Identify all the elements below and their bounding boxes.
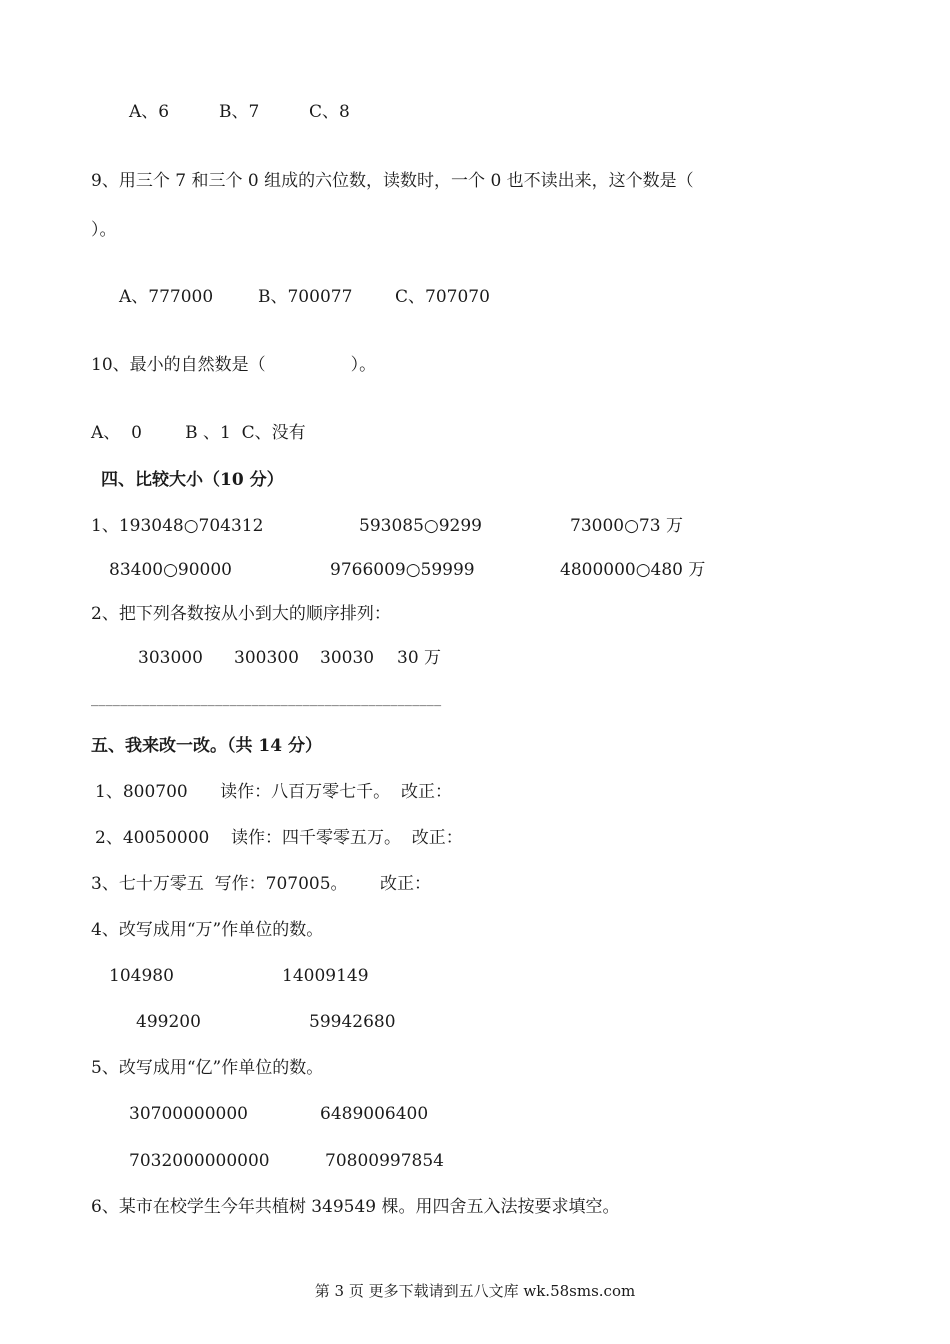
compare-1b: 593085○9299 <box>359 516 482 536</box>
order-num-2: 300300 <box>234 648 299 668</box>
rounding-question: 6、某市在校学生今年共植树 349549 棵。用四舍五入法按要求填空。 <box>91 1197 620 1217</box>
wan-num-2: 14009149 <box>282 966 369 986</box>
yi-num-2: 6489006400 <box>320 1104 429 1124</box>
section4-title: 四、比较大小（10 分） <box>101 470 284 490</box>
yi-num-3: 7032000000000 <box>129 1151 270 1171</box>
compare-1a: 1、193048○704312 <box>91 516 264 536</box>
q9-option-b: B、700077 <box>258 287 353 307</box>
q8-option-b: B、7 <box>219 102 260 122</box>
correct-item-3: 3、七十万零五 写作：707005。 改正： <box>91 874 431 894</box>
order-num-4: 30 万 <box>397 648 442 668</box>
order-num-1: 303000 <box>138 648 203 668</box>
yi-num-1: 30700000000 <box>129 1104 248 1124</box>
q9-question: 9、用三个 7 和三个 0 组成的六位数，读数时，一个 0 也不读出来，这个数是（ <box>91 171 694 191</box>
section5-title: 五、我来改一改。（共 14 分） <box>91 736 322 756</box>
wan-num-3: 499200 <box>136 1012 201 1032</box>
q10-options: A、 0 B 、1 C、没有 <box>91 423 306 443</box>
q9-question-cont: ）。 <box>91 220 117 240</box>
correct-item-2: 2、40050000 读作：四千零零五万。 改正： <box>95 828 463 848</box>
q9-option-a: A、777000 <box>119 287 214 307</box>
rewrite-wan-instruction: 4、改写成用“万”作单位的数。 <box>91 920 324 940</box>
order-num-3: 30030 <box>320 648 375 668</box>
compare-1e: 9766009○59999 <box>330 560 475 580</box>
compare-1f: 4800000○480 万 <box>560 560 706 580</box>
q8-option-c: C、8 <box>309 102 350 122</box>
compare-1c: 73000○73 万 <box>570 516 683 536</box>
answer-line: ________________________________________________ <box>91 691 442 707</box>
wan-num-1: 104980 <box>109 966 174 986</box>
yi-num-4: 70800997854 <box>325 1151 444 1171</box>
q9-option-c: C、707070 <box>395 287 490 307</box>
q8-option-a: A、6 <box>129 102 170 122</box>
page-footer: 第 3 页 更多下载请到五八文库 wk.58sms.com <box>314 1282 636 1300</box>
wan-num-4: 59942680 <box>309 1012 396 1032</box>
rewrite-yi-instruction: 5、改写成用“亿”作单位的数。 <box>91 1058 324 1078</box>
compare-1d: 83400○90000 <box>109 560 232 580</box>
correct-item-1: 1、800700 读作：八百万零七千。 改正： <box>95 782 452 802</box>
q10-question: 10、最小的自然数是（ ）。 <box>91 355 377 375</box>
order-instruction: 2、把下列各数按从小到大的顺序排列： <box>91 604 391 624</box>
